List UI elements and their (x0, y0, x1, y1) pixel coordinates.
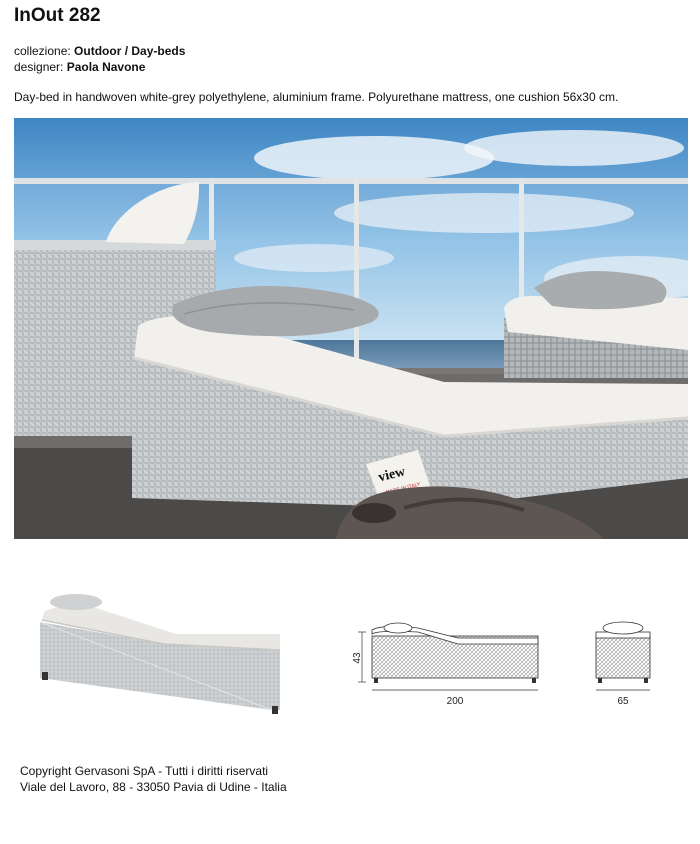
copyright-footer (20, 763, 287, 795)
product-photo (14, 118, 688, 539)
magazine-label: view (376, 464, 407, 486)
width-dimension: 65 (617, 696, 629, 707)
front-view (596, 622, 650, 707)
address-line: Viale del Lavoro, 88 - 33050 Pavia di Udine - Italia (20, 780, 287, 794)
product-description: Day-bed in handwoven white-grey polyethylene, aluminium frame. Polyurethane mattress, one cushion 56x30 cm. (14, 90, 619, 104)
daybed-thumbnail-image (36, 580, 294, 720)
height-dimension: 43 (352, 652, 363, 664)
length-dimension: 200 (446, 696, 464, 707)
collection-label: collezione: (14, 44, 71, 58)
side-view (352, 623, 538, 707)
product-thumbnail[interactable] (36, 580, 294, 720)
daybed-terrace-scene (14, 118, 688, 539)
designer-line (14, 60, 145, 74)
copyright-line: Copyright Gervasoni SpA - Tutti i diritti riservati (20, 764, 269, 778)
dimension-drawing (338, 574, 664, 724)
product-title: InOut 282 (14, 5, 101, 26)
collection-value[interactable]: Outdoor / Day-beds (74, 44, 186, 58)
technical-drawing (338, 574, 664, 724)
collection-line (14, 44, 185, 58)
designer-label: designer: (14, 60, 64, 74)
designer-value[interactable]: Paola Navone (66, 60, 146, 74)
